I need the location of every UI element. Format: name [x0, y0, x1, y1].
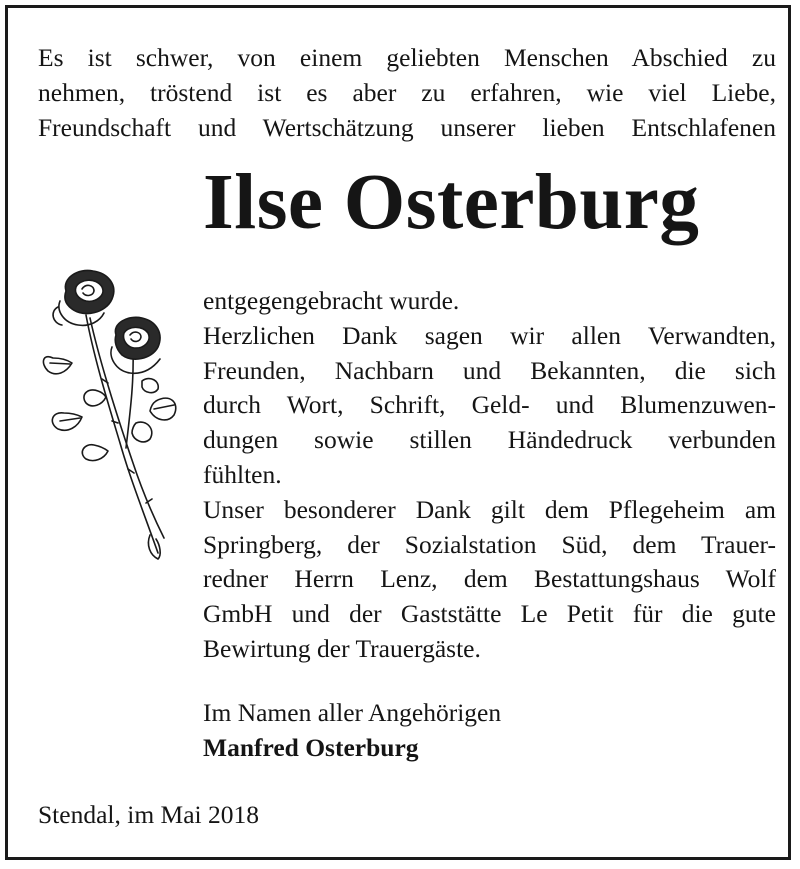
body-paragraph: [203, 284, 776, 667]
body-line: dungen sowie stillen Händedruck verbunden: [203, 425, 776, 455]
body-line: Springberg, der Sozialstation Süd, dem Trauer-: [203, 529, 776, 559]
intro-line: Freundschaft und Wertschätzung unserer lieben Entschlafenen: [38, 113, 776, 142]
body-line: Unser besonderer Dank gilt dem Pflegeheim am: [203, 494, 776, 524]
body-line: durch Wort, Schrift, Geld- und Blumenzuwen-: [203, 390, 776, 420]
body-line: redner Herrn Lenz, dem Bestattungshaus Wolf: [203, 564, 776, 594]
intro-line: nehmen, tröstend ist es aber zu erfahren, wie viel Liebe,: [38, 78, 776, 107]
on-behalf-line: Im Namen aller Angehörigen: [203, 698, 502, 727]
body-line: fühlten.: [203, 459, 282, 489]
closing-block: [203, 696, 501, 766]
body-line: entgegengebracht wurde.: [203, 286, 460, 315]
intro-paragraph: [38, 40, 776, 145]
place-date: Stendal, im Mai 2018: [38, 800, 259, 829]
intro-line: Es ist schwer, von einem geliebten Menschen Abschied zu: [38, 43, 776, 72]
body-line: Bewirtung der Trauergäste.: [203, 633, 481, 663]
obituary-card: [5, 5, 791, 860]
roses-icon: [38, 263, 188, 563]
signatory-name: Manfred Osterburg: [203, 732, 419, 762]
body-line: Freunden, Nachbarn und Bekannten, die sich: [203, 355, 776, 385]
body-line: GmbH und der Gaststätte Le Petit für die gute: [203, 599, 776, 629]
deceased-name: Ilse Osterburg: [203, 159, 700, 246]
body-line: Herzlichen Dank sagen wir allen Verwandten,: [203, 320, 776, 350]
